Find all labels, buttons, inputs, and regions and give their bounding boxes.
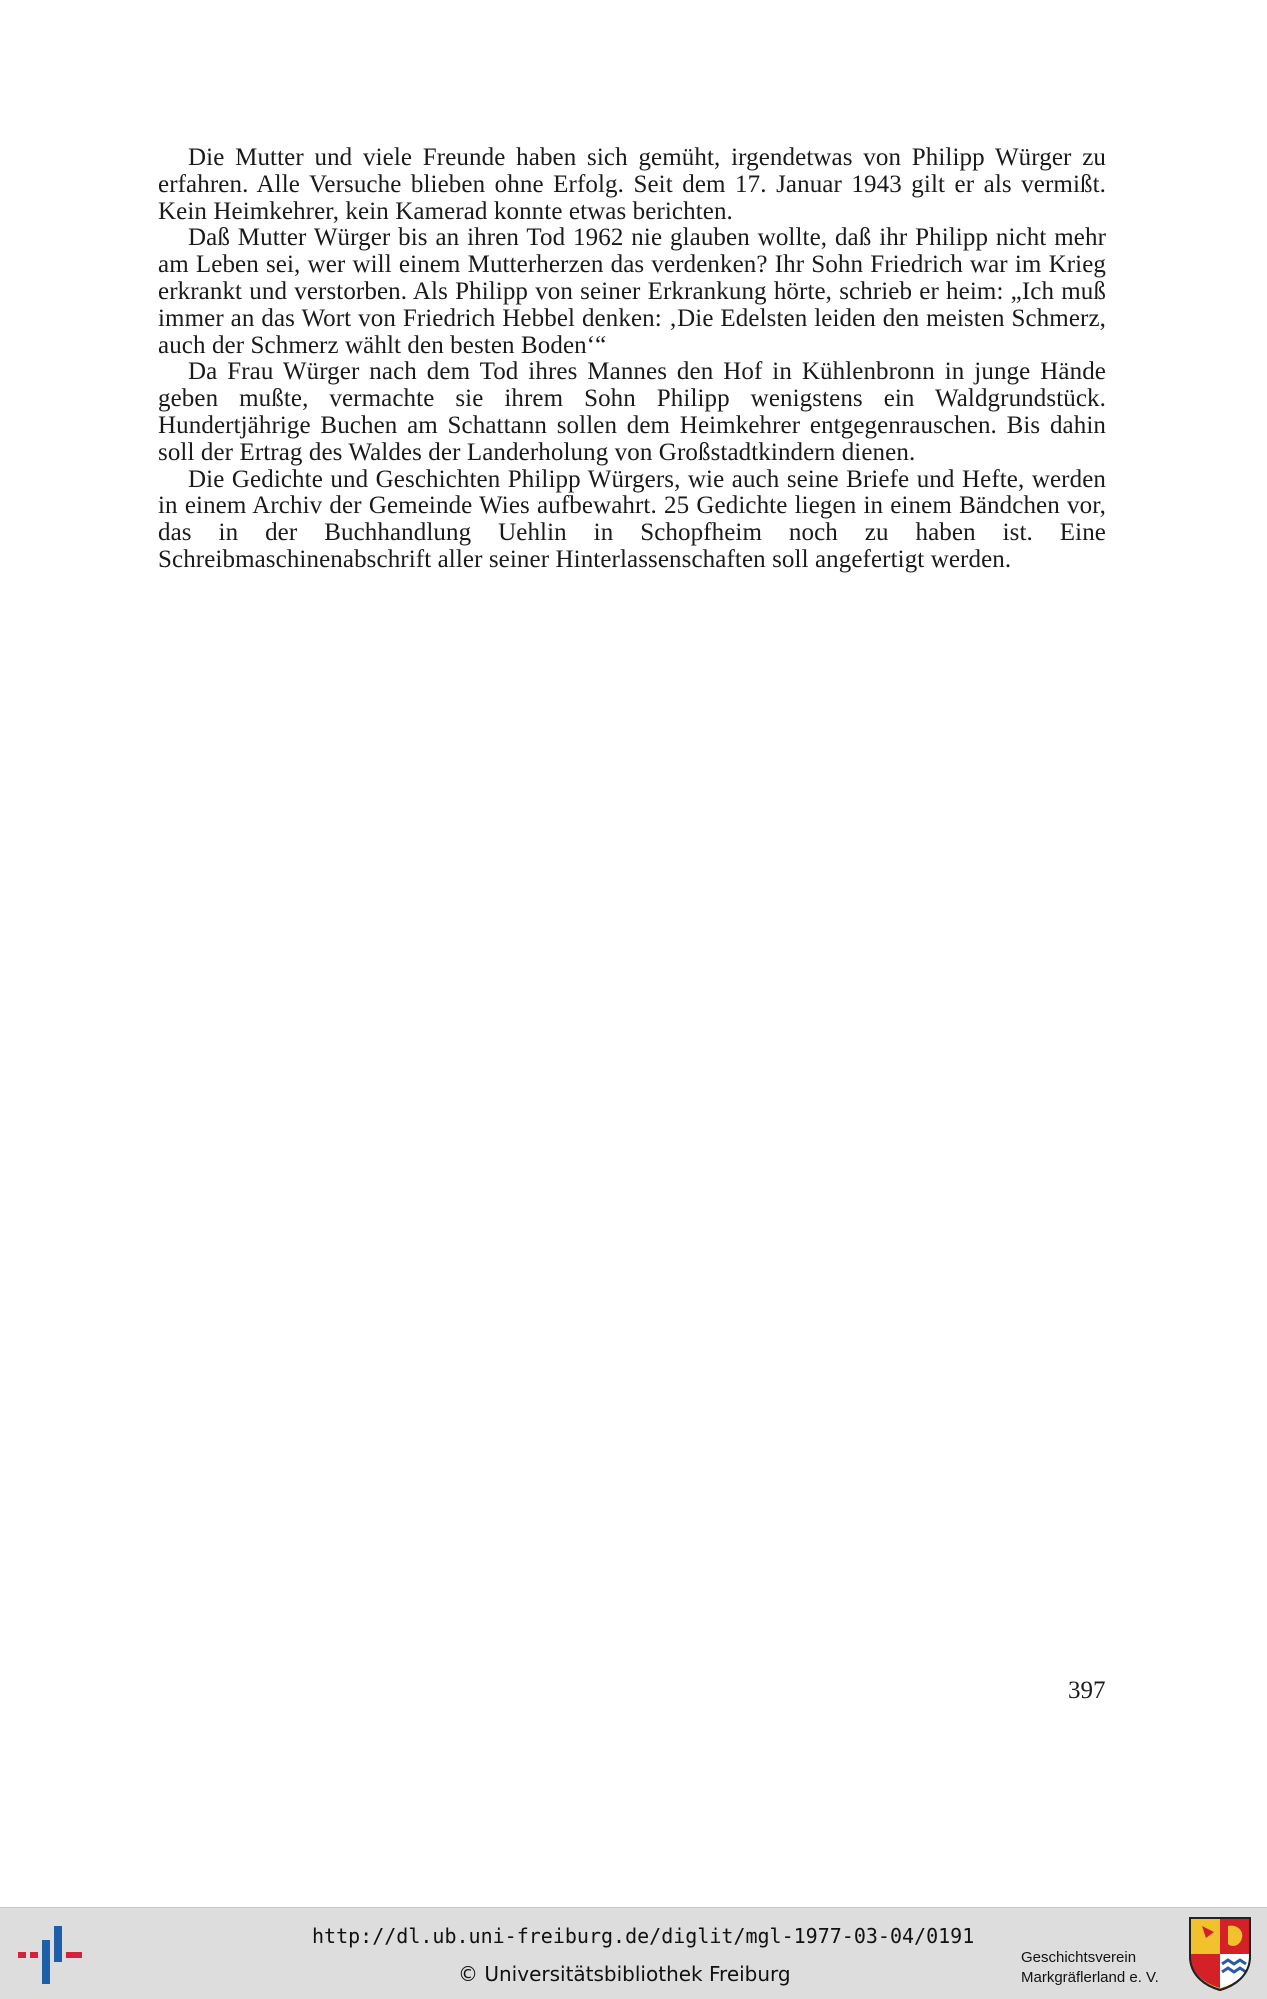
coat-of-arms-icon[interactable] (1188, 1916, 1252, 1992)
body-text (158, 145, 1106, 574)
copyright-text: © Universitätsbibliothek Freiburg (458, 1962, 791, 1986)
society-name-line: Markgräflerland e. V. (1021, 1969, 1159, 1986)
permalink-url[interactable]: http://dl.ub.uni-freiburg.de/diglit/mgl-1977-03-04/0191 (312, 1924, 975, 1948)
paragraph: Da Frau Würger nach dem Tod ihres Mannes den Hof in Kühlenbronn in junge Hände geben mußte, vermachte sie ihrem Sohn Philipp wenigstens ein Waldgrundstück. Hundertjährige Buchen am Schattann sollen dem Heimkehrer entgegenrauschen. Bis dahin soll der Ertrag des Waldes der Landerholung von Großstadtkindern dienen. (158, 358, 1106, 466)
footer-bar (0, 1907, 1267, 1999)
page-number: 397 (1068, 1677, 1106, 1704)
paragraph: Die Gedichte und Geschichten Philipp Würgers, wie auch seine Briefe und Hefte, werden in einem Archiv der Gemeinde Wies aufbewahrt. 25 Gedichte liegen in einem Bändchen vor, das in der Buchhandlung Uehlin in Schopfheim noch zu haben ist. Eine Schreibmaschinenabschrift aller seiner Hinterlassenschaften soll angefertigt werden. (158, 465, 1106, 573)
ub-freiburg-logo-icon[interactable] (18, 1922, 82, 1986)
paragraph: Daß Mutter Würger bis an ihren Tod 1962 nie glauben wollte, daß ihr Philipp nicht mehr am Leben sei, wer will einem Mutterherzen das verdenken? Ihr Sohn Friedrich war im Krieg erkrankt und verstorben. Als Philipp von seiner Erkrankung hörte, schrieb er heim: „Ich muß immer an das Wort von Friedrich Hebbel denken: ‚Die Edelsten leiden den meisten Schmerz, auch der Schmerz wählt den besten Boden‘“ (158, 224, 1106, 359)
society-name-line: Geschichtsverein (1021, 1949, 1137, 1966)
paragraph: Die Mutter und viele Freunde haben sich gemüht, irgendetwas von Philipp Würger zu erfahren. Alle Versuche blieben ohne Erfolg. Seit dem 17. Januar 1943 gilt er als vermißt. Kein Heimkehrer, kein Kamerad konnte etwas berichten. (158, 144, 1106, 225)
society-name (1021, 1948, 1159, 1988)
